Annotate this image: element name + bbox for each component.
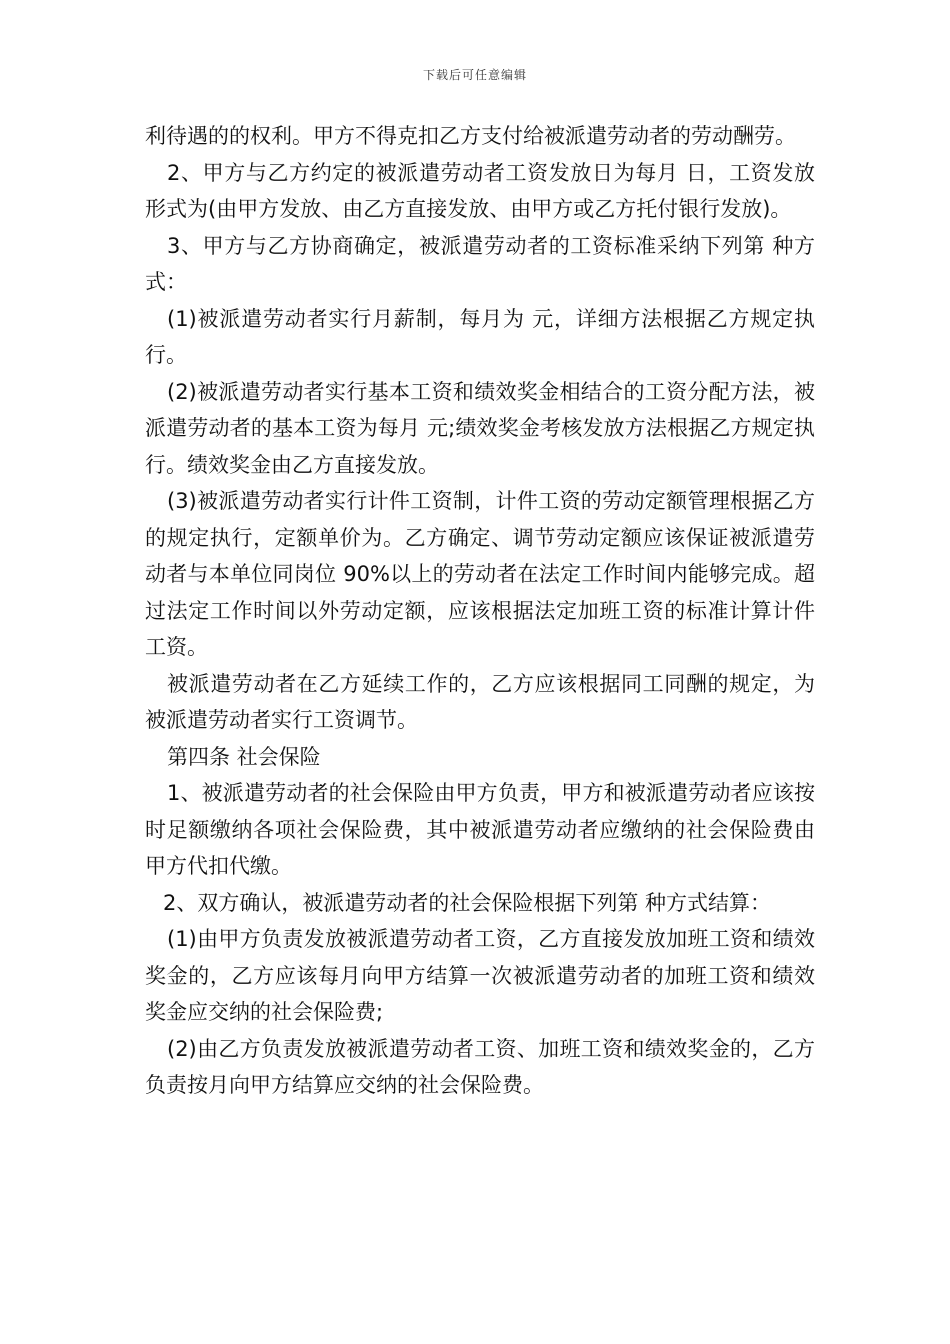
paragraph-base-plus-bonus: (2)被派遣劳动者实行基本工资和绩效奖金相结合的工资分配方法，被派遣劳动者的基本工资为每月 元;绩效奖金考核发放方法根据乙方规定执行。绩效奖金由乙方直接发放。 <box>145 379 815 477</box>
page-header: 下载后可任意编辑 <box>422 68 527 82</box>
paragraph-piece-rate: (3)被派遣劳动者实行计件工资制，计件工资的劳动定额管理根据乙方的规定执行，定额单价为。乙方确定、调节劳动定额应该保证被派遣劳动者与本单位同岗位 90%以上的劳动者在法定工作时间内能够完成。超过法定工作时间以外劳动定额，应该根据法定加班工资的标准计算计件工资。 <box>145 489 815 659</box>
paragraph-monthly-salary: (1)被派遣劳动者实行月薪制，每月为 元，详细方法根据乙方规定执行。 <box>145 306 815 367</box>
paragraph-settlement-option-2: (2)由乙方负责发放被派遣劳动者工资、加班工资和绩效奖金的，乙方负责按月向甲方结算应交纳的社会保险费。 <box>145 1036 815 1097</box>
paragraph-settlement-option-1: (1)由甲方负责发放被派遣劳动者工资，乙方直接发放加班工资和绩效奖金的，乙方应该每月向甲方结算一次被派遣劳动者的加班工资和绩效奖金应交纳的社会保险费; <box>145 927 815 1024</box>
paragraph-continuation: 利待遇的的权利。甲方不得克扣乙方支付给被派遣劳动者的劳动酬劳。 <box>145 124 796 148</box>
section-heading-social-insurance: 第四条 社会保险 <box>167 744 321 769</box>
paragraph-insurance-responsibility: 1、被派遣劳动者的社会保险由甲方负责，甲方和被派遣劳动者应该按时足额缴纳各项社会保险费，其中被派遣劳动者应缴纳的社会保险费由甲方代扣代缴。 <box>145 781 815 878</box>
document-body <box>145 118 815 1104</box>
paragraph-wage-payment-date: 2、甲方与乙方约定的被派遣劳动者工资发放日为每月 日，工资发放形式为(由甲方发放、由乙方直接发放、由甲方或乙方托付银行发放)。 <box>145 160 815 221</box>
paragraph-insurance-settlement: 2、双方确认，被派遣劳动者的社会保险根据下列第 种方式结算： <box>163 890 772 915</box>
paragraph-wage-standard: 3、甲方与乙方协商确定，被派遣劳动者的工资标准采纳下列第 种方式： <box>145 233 815 294</box>
paragraph-wage-adjustment: 被派遣劳动者在乙方延续工作的，乙方应该根据同工同酬的规定，为被派遣劳动者实行工资调节。 <box>145 671 815 732</box>
